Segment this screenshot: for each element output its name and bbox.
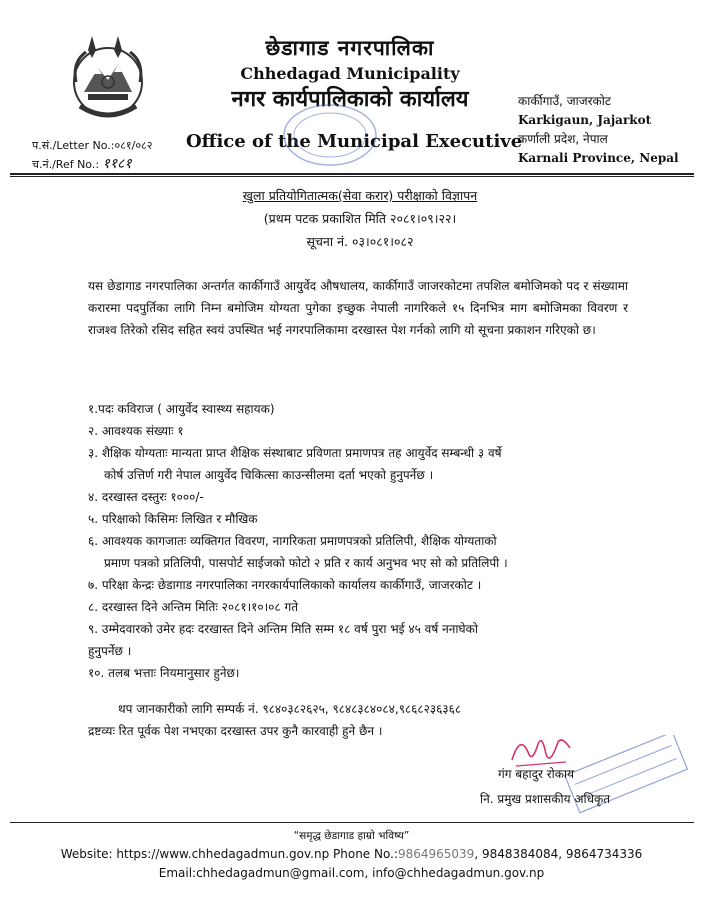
list-item: ८. दरखास्त दिने अन्तिम मितिः २०८१।१०।०८ गते (88, 600, 299, 614)
list-item: २. आवश्यक संख्याः १ (88, 424, 184, 438)
letter-no-value: ०८१/०८२ (114, 139, 153, 152)
list-item: ५. परिक्षाको किसिमः लिखित र मौखिक (88, 512, 258, 526)
list-item-continuation: हुनुपर्नेछ । (88, 644, 132, 658)
address-line: कर्णाली प्रदेश, नेपाल (518, 132, 608, 146)
footer (0, 828, 703, 883)
footer-website-phone (0, 845, 703, 864)
contact-line: थप जानकारीको लागि सम्पर्क नं. ९८४०३८२६२५, ९८४८३८४०८४,९८६८२३६३६८ (118, 702, 462, 716)
list-item: ४. दरखास्त दस्तुरः १०००/- (88, 490, 204, 504)
letter-no-label: प.सं./Letter No.: (32, 139, 115, 152)
footer-divider (10, 822, 694, 823)
address-line: Karnali Province, Nepal (518, 151, 679, 165)
note-line: द्रष्टव्यः रित पूर्वक पेश नभएका दरखास्त उपर कुनै कारवाही हुने छैन । (88, 724, 383, 738)
office-stamp-icon (280, 100, 380, 170)
ref-no-value: ११८१ (102, 156, 132, 172)
office-name-np: नगर कार्यपालिकाको कार्यालय (231, 87, 469, 112)
list-item: ९. उम्मेदवारको उमेर हदः दरखास्त दिने अन्तिम मिति सम्म १८ वर्ष पुरा भई ४५ वर्ष ननाघेको (88, 622, 478, 636)
notice-title-block (170, 184, 550, 253)
nepal-emblem-icon (62, 32, 154, 124)
header-divider (10, 176, 694, 177)
phone-numbers: , 9848384084, 9864734336 (474, 847, 643, 861)
office-name-en: Office of the Municipal Executive (186, 131, 523, 152)
list-item-continuation: प्रमाण पत्रको प्रतिलिपी, पासपोर्ट साईजको फोटो २ प्रति र कार्य अनुभव भए सो को प्रतिलिपी । (104, 556, 508, 570)
phone-number: 9864965039 (397, 847, 475, 861)
list-item: १.पदः कविराज ( आयुर्वेद स्वास्थ्य सहायक) (88, 402, 275, 416)
notice-title: खुला प्रतियोगितात्मक(सेवा करार) परीक्षाको विज्ञापन (242, 188, 478, 203)
footer-email: Email:chhedagadmun@gmail.com, info@chhedagadmun.gov.np (158, 866, 545, 880)
signatory-name: गंग बहादुर रोकाय (498, 767, 575, 781)
office-address (518, 92, 679, 168)
municipality-name-np: छेडागाड नगरपालिका (265, 36, 435, 60)
list-item: १०. तलब भत्ताः नियमानुसार हुनेछ। (88, 666, 240, 680)
notice-items (88, 398, 648, 684)
notice-number: सूचना नं. ०३।०८१।०८२ (306, 234, 414, 249)
list-item-continuation: कोर्ष उत्तिर्ण गरी नेपाल आयुर्वेद चिकित्सा काउन्सीलमा दर्ता भएको हुनुपर्नेछ । (104, 468, 434, 482)
list-item: ७. परिक्षा केन्द्रः छेडागाड नगरपालिका नगरकार्यपालिकाको कार्यालय कार्कीगाउँ, जाजरकोट । (88, 578, 482, 592)
ref-no-label: च.नं./Ref No.: (32, 158, 100, 171)
reference-block (32, 136, 153, 174)
municipality-name-en: Chhedagad Municipality (240, 64, 460, 83)
address-line: Karkigaun, Jajarkot (518, 113, 652, 127)
publication-date: (प्रथम पटक प्रकाशित मिति २०८१।०९।२२। (263, 211, 457, 226)
address-line: कार्कीगाउँ, जाजरकोट (518, 94, 611, 108)
website-label: Website: https://www.chhedagadmun.gov.np Phone No.: (60, 847, 398, 861)
list-item: ३. शैक्षिक योग्यताः मान्यता प्राप्त शैक्षिक संस्थाबाट प्रविणता प्रमाणपत्र तह आयुर्वेद सम्बन्धी ३ वर्षे (88, 446, 502, 460)
signatory-title: नि. प्रमुख प्रशासकीय अधिकृत (480, 792, 611, 806)
notice-intro: यस छेडागाड नगरपालिका अन्तर्गत कार्कीगाउँ आयुर्वेद औषधालय, कार्कीगाउँ जाजरकोटमा तपशिल बमोजिमको पद र संख्यामा करारमा पदपुर्तिका लागि निम्न बमोजिम योग्यता पुगेका इच्छुक नेपाली नागरिकले १५ दिनभित्र माग बमोजिमका विवरण र राजश्व तिरेको रसिद सहित स्वयं उपस्थित भई नगरपालिकामा दरखास्त पेश गर्नको लागि यो सूचना प्रकाशन गरिएको छ। (88, 279, 628, 337)
header-divider (10, 173, 694, 175)
footer-motto: “समृद्ध छेडागाड हाम्रो भविष्य” (293, 830, 410, 842)
list-item: ६. आवश्यक कागजातः व्यक्तिगत विवरण, नागरिकता प्रमाणपत्रको प्रतिलिपी, शैक्षिक योग्यताको (88, 534, 497, 548)
